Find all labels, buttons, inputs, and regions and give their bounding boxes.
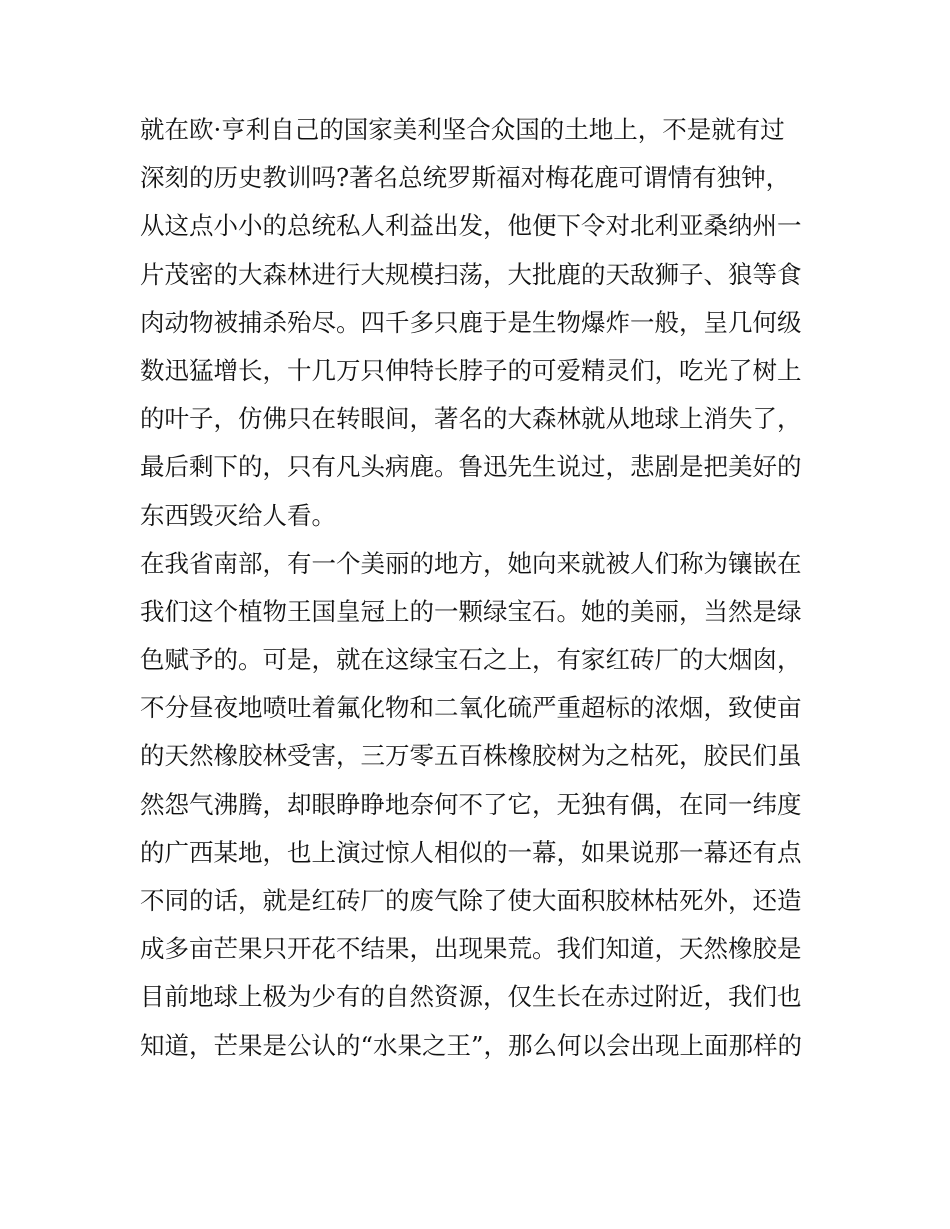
text-line: 不分昼夜地喷吐着氟化物和二氧化硫严重超标的浓烟，致使亩	[140, 693, 802, 723]
text-line: 深刻的历史教训吗?著名总统罗斯福对梅花鹿可谓情有独钟，	[140, 163, 791, 193]
text-line: 的叶子，仿佛只在转眼间，著名的大森林就从地球上消失了，	[140, 404, 802, 434]
text-line: 最后剩下的，只有凡头病鹿。鲁迅先生说过，悲剧是把美好的	[140, 452, 802, 482]
text-line: 从这点小小的总统私人利益出发，他便下令对北利亚桑纳州一	[140, 211, 802, 241]
text-line: 在我省南部，有一个美丽的地方，她向来就被人们称为镶嵌在	[140, 548, 802, 578]
text-line: 目前地球上极为少有的自然资源，仅生长在赤过附近，我们也	[140, 982, 802, 1012]
text-line: 东西毁灭给人看。	[140, 500, 336, 530]
text-line: 不同的话，就是红砖厂的废气除了使大面积胶林枯死外，还造	[140, 886, 802, 915]
text-line: 的广西某地，也上演过惊人相似的一幕，如果说那一幕还有点	[140, 837, 802, 867]
text-line: 然怨气沸腾，却眼睁睁地奈何不了它，无独有偶，在同一纬度	[140, 789, 802, 819]
text-line: 就在欧·亨利自己的国家美利坚合众国的土地上，不是就有过	[140, 115, 785, 144]
text-line: 我们这个植物王国皇冠上的一颗绿宝石。她的美丽，当然是绿	[140, 596, 802, 626]
text-line: 成多亩芒果只开花不结果，出现果荒。我们知道，天然橡胶是	[140, 934, 802, 964]
text-line: 知道，芒果是公认的“水果之王”，那么何以会出现上面那样的	[140, 1030, 803, 1060]
text-line: 色赋予的。可是，就在这绿宝石之上，有家红砖厂的大烟囱，	[140, 645, 802, 675]
body-text	[140, 106, 820, 1070]
text-line: 的天然橡胶林受害，三万零五百株橡胶树为之枯死，胶民们虽	[140, 741, 802, 771]
text-line: 肉动物被捕杀殆尽。四千多只鹿于是生物爆炸一般，呈几何级	[140, 307, 802, 337]
text-line: 片茂密的大森林进行大规模扫荡，大批鹿的天敌狮子、狼等食	[140, 259, 802, 289]
text-line: 数迅猛增长，十几万只伸特长脖子的可爱精灵们，吃光了树上	[140, 355, 802, 385]
